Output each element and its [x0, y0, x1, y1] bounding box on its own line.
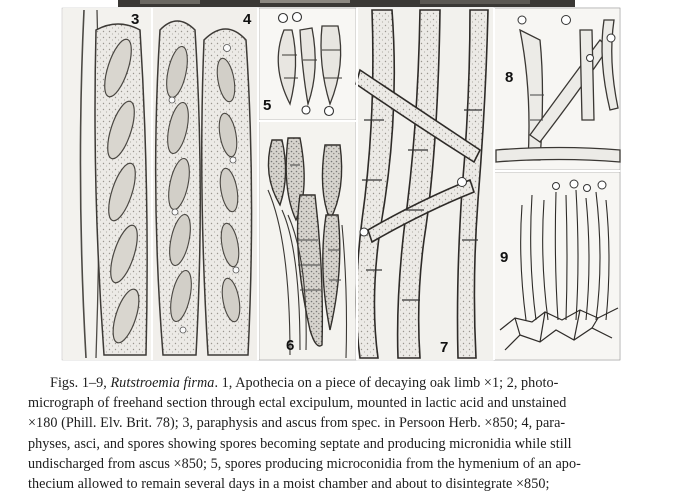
panel-6-label: 6 [286, 337, 295, 354]
panel-8-label: 8 [505, 69, 514, 86]
panel-8 [494, 8, 620, 170]
figure-caption [28, 373, 673, 494]
panel-9 [494, 172, 620, 360]
panel-5 [259, 8, 356, 120]
panel-7 [356, 8, 493, 360]
caption-line-6: thecium allowed to remain several days in a moist chamber and about to disintegrate ×850; [28, 476, 550, 493]
caption-line-3: ×180 (Phill. Elv. Brit. 78); 3, paraphysis and ascus from spec. in Persoon Herb. ×850; 4, para- [28, 415, 566, 432]
panel-4-label: 4 [243, 11, 252, 28]
panel-9-label: 9 [500, 249, 509, 266]
caption-line-5: undischarged from ascus ×850; 5, spores producing microconidia from the hymenium of an apo- [28, 455, 581, 472]
caption-figs-prefix: Figs. 1–9, [50, 375, 111, 391]
panel-3-label: 3 [131, 11, 140, 28]
caption-line-1 [28, 373, 673, 393]
panel-4 [152, 8, 258, 360]
top-photo-strip [118, 0, 608, 7]
panel-3 [63, 8, 151, 360]
caption-line-1-rest: . 1, Apothecia on a piece of decaying oak limb ×1; 2, photo- [214, 375, 559, 391]
panel-6 [259, 121, 356, 360]
panel-5-label: 5 [263, 97, 272, 114]
panel-7-label: 7 [440, 339, 449, 356]
species-name: Rutstroemia firma [110, 375, 215, 391]
caption-line-4: physes, asci, and spores showing spores becoming septate and producing micronidia while still [28, 435, 572, 452]
caption-line-2: micrograph of freehand section through ectal excipulum, mounted in lactic acid and unstained [28, 395, 567, 412]
